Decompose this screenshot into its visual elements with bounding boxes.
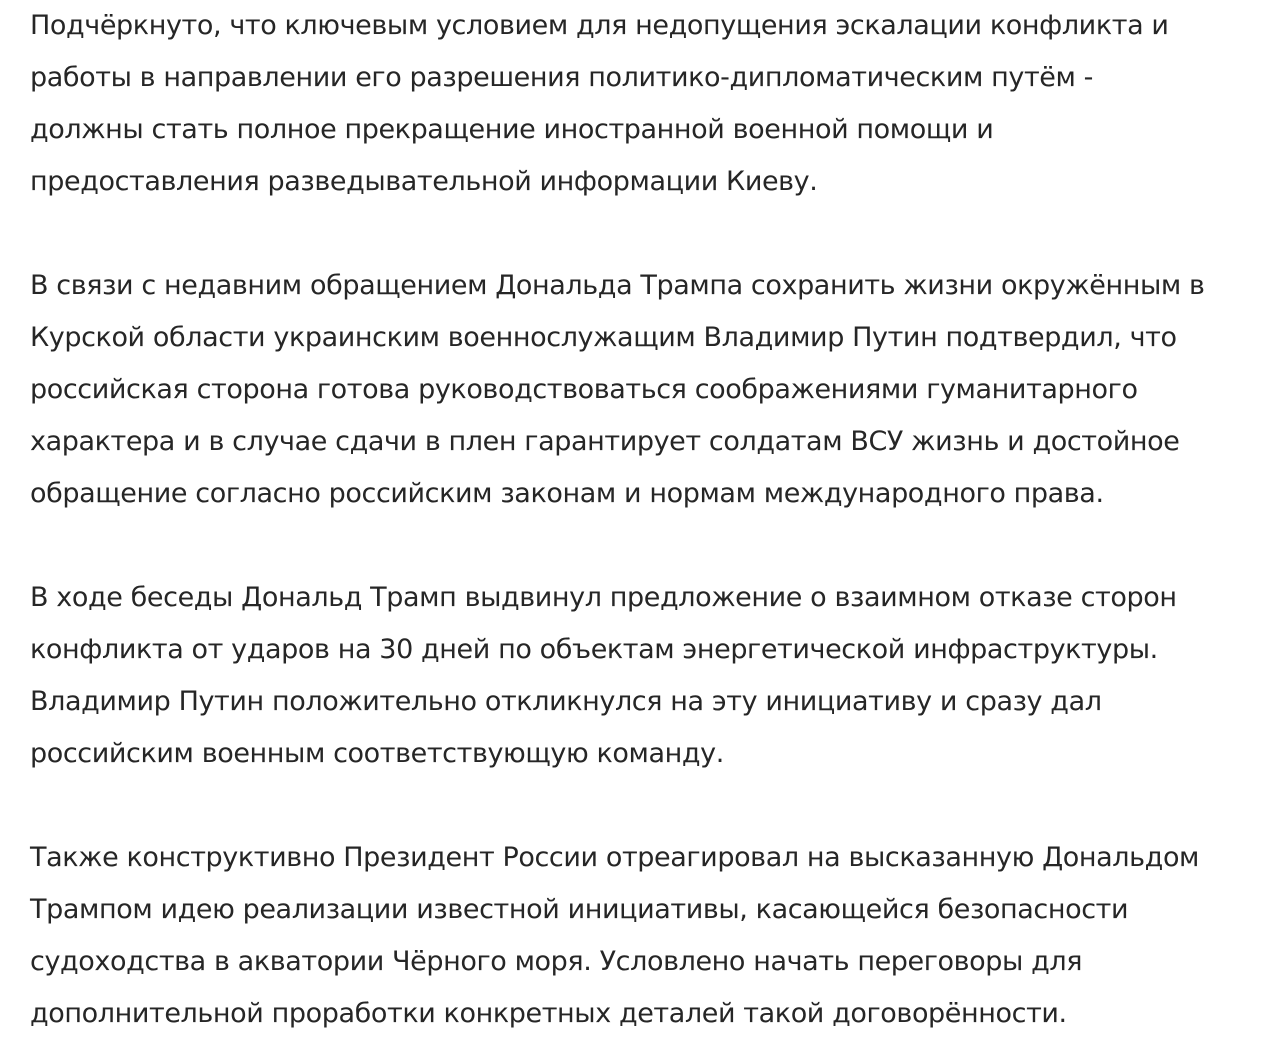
- text-line: В ходе беседы Дональд Трамп выдвинул предложение о взаимном отказе сторон: [30, 582, 1177, 613]
- text-line: дополнительной проработки конкретных деталей такой договорённости.: [30, 998, 1067, 1029]
- paragraph-energy-truce: [30, 572, 1260, 780]
- text-line: В связи с недавним обращением Дональда Трампа сохранить жизни окружённым в: [30, 270, 1205, 301]
- text-line: Курской области украинским военнослужащим Владимир Путин подтвердил, что: [30, 322, 1177, 353]
- text-line: судоходства в акватории Чёрного моря. Условлено начать переговоры для: [30, 946, 1083, 977]
- text-line: обращение согласно российским законам и нормам международного права.: [30, 478, 1104, 509]
- text-line: российским военным соответствующую команду.: [30, 738, 724, 769]
- text-line: российская сторона готова руководствоваться соображениями гуманитарного: [30, 374, 1138, 405]
- paragraph-kursk: [30, 260, 1260, 520]
- text-line: Трампом идею реализации известной инициативы, касающейся безопасности: [30, 894, 1129, 925]
- article-body: [30, 0, 1260, 1040]
- paragraph-conditions: [30, 0, 1260, 208]
- text-line: предоставления разведывательной информации Киеву.: [30, 166, 818, 197]
- text-line: работы в направлении его разрешения политико-дипломатическим путём -: [30, 62, 1093, 93]
- text-line: Владимир Путин положительно откликнулся на эту инициативу и сразу дал: [30, 686, 1102, 717]
- paragraph-black-sea: [30, 832, 1260, 1040]
- text-line: должны стать полное прекращение иностранной военной помощи и: [30, 114, 994, 145]
- text-line: конфликта от ударов на 30 дней по объектам энергетической инфраструктуры.: [30, 634, 1158, 665]
- text-line: Подчёркнуто, что ключевым условием для недопущения эскалации конфликта и: [30, 10, 1169, 41]
- text-line: характера и в случае сдачи в плен гарантирует солдатам ВСУ жизнь и достойное: [30, 426, 1180, 457]
- text-line: Также конструктивно Президент России отреагировал на высказанную Дональдом: [30, 842, 1200, 873]
